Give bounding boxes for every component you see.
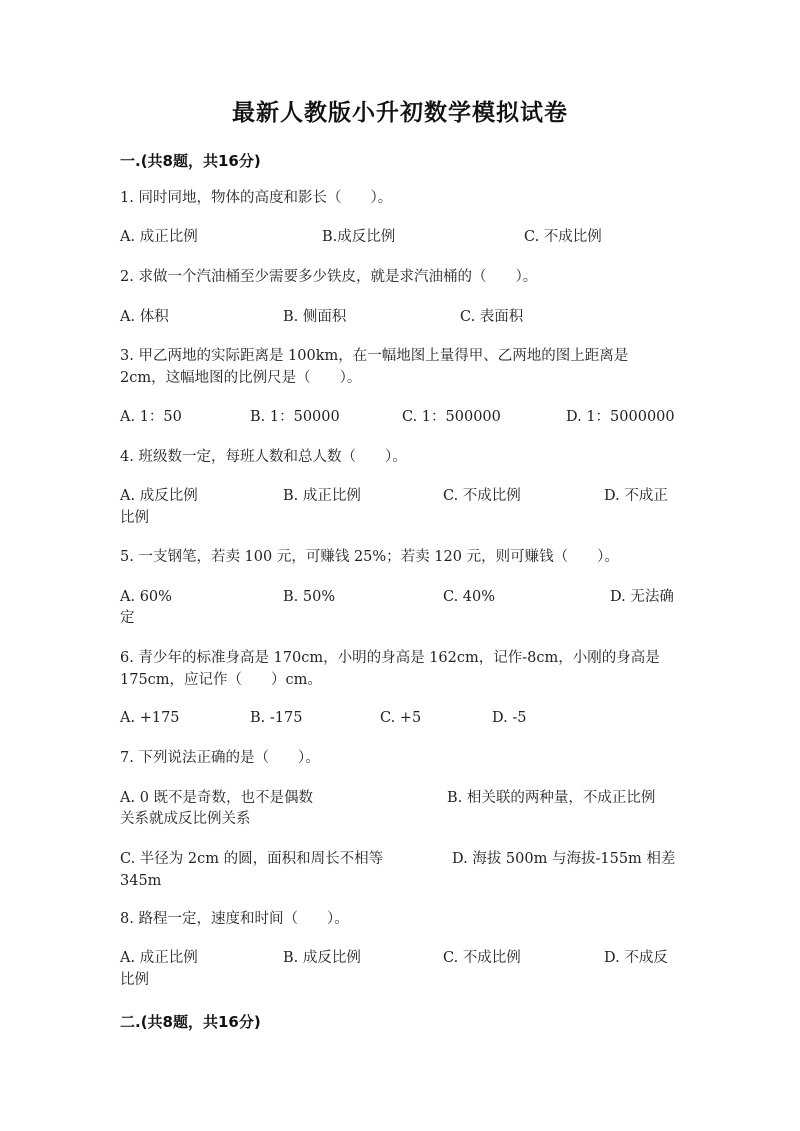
question-3-option-d[interactable]: D. 1：5000000 — [566, 409, 675, 425]
question-2-option-b[interactable]: B. 侧面积 — [283, 309, 347, 325]
question-7-option-a[interactable]: A. 0 既不是奇数，也不是偶数 — [120, 790, 314, 806]
question-6-option-a[interactable]: A. +175 — [120, 710, 180, 726]
question-7-option-d-wrap: 345m — [120, 873, 162, 889]
question-2-option-a[interactable]: A. 体积 — [120, 309, 169, 325]
question-5-option-d-wrap: 定 — [120, 610, 135, 626]
question-4-option-a[interactable]: A. 成反比例 — [120, 488, 198, 504]
question-2-stem: 2. 求做一个汽油桶至少需要多少铁皮，就是求汽油桶的（ ）。 — [120, 269, 538, 285]
question-5-option-a[interactable]: A. 60% — [120, 589, 172, 605]
question-1-stem: 1. 同时同地，物体的高度和影长（ ）。 — [120, 190, 393, 206]
question-3-stem-line-2: 2cm，这幅地图的比例尺是（ ）。 — [120, 370, 362, 386]
question-3-stem-line-1: 3. 甲乙两地的实际距离是 100km，在一幅地图上量得甲、乙两地的图上距离是 — [120, 348, 629, 364]
question-1-option-c[interactable]: C. 不成比例 — [524, 229, 602, 245]
question-6-stem-line-2: 175cm，应记作（ ）cm。 — [120, 672, 322, 688]
question-3-option-a[interactable]: A. 1：50 — [120, 409, 182, 425]
section-heading-1: 一.(共8题，共16分) — [120, 152, 261, 170]
question-3-option-c[interactable]: C. 1：500000 — [402, 409, 501, 425]
section-heading-2: 二.(共8题，共16分) — [120, 1013, 261, 1031]
question-4-option-d[interactable]: D. 不成正 — [604, 488, 668, 504]
question-7-option-c[interactable]: C. 半径为 2cm 的圆，面积和周长不相等 — [120, 851, 384, 867]
question-4-option-c[interactable]: C. 不成比例 — [443, 488, 521, 504]
question-7-option-b[interactable]: B. 相关联的两种量，不成正比例 — [447, 790, 656, 806]
question-4-stem: 4. 班级数一定，每班人数和总人数（ ）。 — [120, 449, 407, 465]
question-7-option-b-wrap: 关系就成反比例关系 — [120, 811, 251, 827]
question-5-option-c[interactable]: C. 40% — [443, 589, 496, 605]
question-5-stem: 5. 一支钢笔，若卖 100 元，可赚钱 25%；若卖 120 元，则可赚钱（ ）。 — [120, 549, 619, 565]
question-8-option-c[interactable]: C. 不成比例 — [443, 950, 521, 966]
question-1-option-b[interactable]: B.成反比例 — [322, 229, 396, 245]
question-6-option-d[interactable]: D. -5 — [492, 710, 527, 726]
question-8-option-d-wrap: 比例 — [120, 972, 149, 988]
question-6-option-c[interactable]: C. +5 — [380, 710, 422, 726]
question-8-option-b[interactable]: B. 成反比例 — [283, 950, 361, 966]
question-7-stem: 7. 下列说法正确的是（ ）。 — [120, 750, 320, 766]
question-4-option-d-wrap: 比例 — [120, 510, 149, 526]
question-3-option-b[interactable]: B. 1：50000 — [250, 409, 340, 425]
question-8-stem: 8. 路程一定，速度和时间（ ）。 — [120, 911, 349, 927]
page-title: 最新人教版小升初数学模拟试卷 — [232, 100, 568, 126]
question-8-option-a[interactable]: A. 成正比例 — [120, 950, 198, 966]
question-7-option-d[interactable]: D. 海拔 500m 与海拔-155m 相差 — [452, 851, 676, 867]
question-6-option-b[interactable]: B. -175 — [250, 710, 303, 726]
question-2-option-c[interactable]: C. 表面积 — [460, 309, 524, 325]
question-8-option-d[interactable]: D. 不成反 — [604, 950, 668, 966]
question-1-option-a[interactable]: A. 成正比例 — [120, 229, 198, 245]
question-6-stem-line-1: 6. 青少年的标准身高是 170cm，小明的身高是 162cm，记作-8cm，小刚的身高是 — [120, 650, 660, 666]
question-5-option-d[interactable]: D. 无法确 — [610, 589, 674, 605]
question-4-option-b[interactable]: B. 成正比例 — [283, 488, 361, 504]
question-5-option-b[interactable]: B. 50% — [283, 589, 336, 605]
